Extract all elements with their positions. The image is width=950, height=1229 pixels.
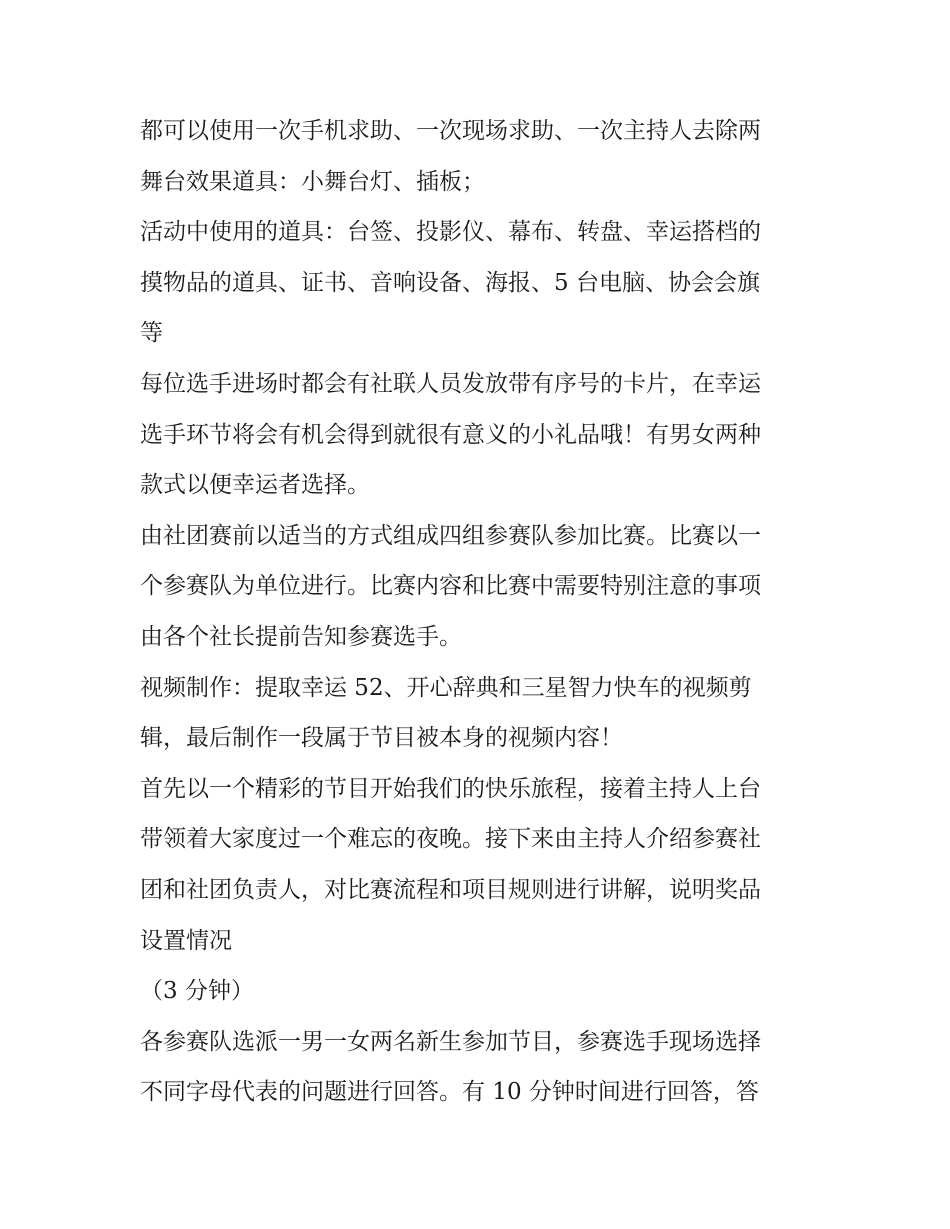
- text-line: 等: [140, 320, 163, 347]
- text-line: 选手环节将会有机会得到就很有意义的小礼品哦！有男女两种: [140, 421, 761, 448]
- text-line: 活动中使用的道具：台签、投影仪、幕布、转盘、幸运搭档的: [140, 219, 761, 246]
- text-line: 个参赛队为单位进行。比赛内容和比赛中需要特别注意的事项: [140, 573, 761, 600]
- text-line: 设置情况: [140, 927, 232, 954]
- text-line: 由各个社长提前告知参赛选手。: [140, 623, 462, 650]
- text-line: 团和社团负责人，对比赛流程和项目规则进行讲解，说明奖品: [140, 876, 761, 903]
- text-line: 不同字母代表的问题进行回答。有 10 分钟时间进行回答，答: [140, 1079, 759, 1106]
- text-line: 由社团赛前以适当的方式组成四组参赛队参加比赛。比赛以一: [140, 522, 761, 549]
- text-line: 都可以使用一次手机求助、一次现场求助、一次主持人去除两: [140, 118, 761, 144]
- text-line: 辑，最后制作一段属于节目被本身的视频内容！: [140, 725, 623, 752]
- text-line: 每位选手进场时都会有社联人员发放带有序号的卡片，在幸运: [140, 370, 761, 397]
- text-line: 舞台效果道具：小舞台灯、插板；: [140, 168, 485, 195]
- text-line: （3 分钟）: [140, 978, 254, 1005]
- text-line: 视频制作：提取幸运 52、开心辞典和三星智力快车的视频剪: [140, 674, 752, 701]
- text-line: 摸物品的道具、证书、音响设备、海报、5 台电脑、协会会旗: [140, 269, 760, 296]
- text-line: 带领着大家度过一个难忘的夜晚。接下来由主持人介绍参赛社: [140, 826, 761, 853]
- text-line: 首先以一个精彩的节目开始我们的快乐旅程，接着主持人上台: [140, 775, 761, 802]
- text-line: 各参赛队选派一男一女两名新生参加节目，参赛选手现场选择: [140, 1028, 761, 1055]
- text-line: 款式以便幸运者选择。: [140, 472, 370, 499]
- document-body: [140, 106, 812, 1118]
